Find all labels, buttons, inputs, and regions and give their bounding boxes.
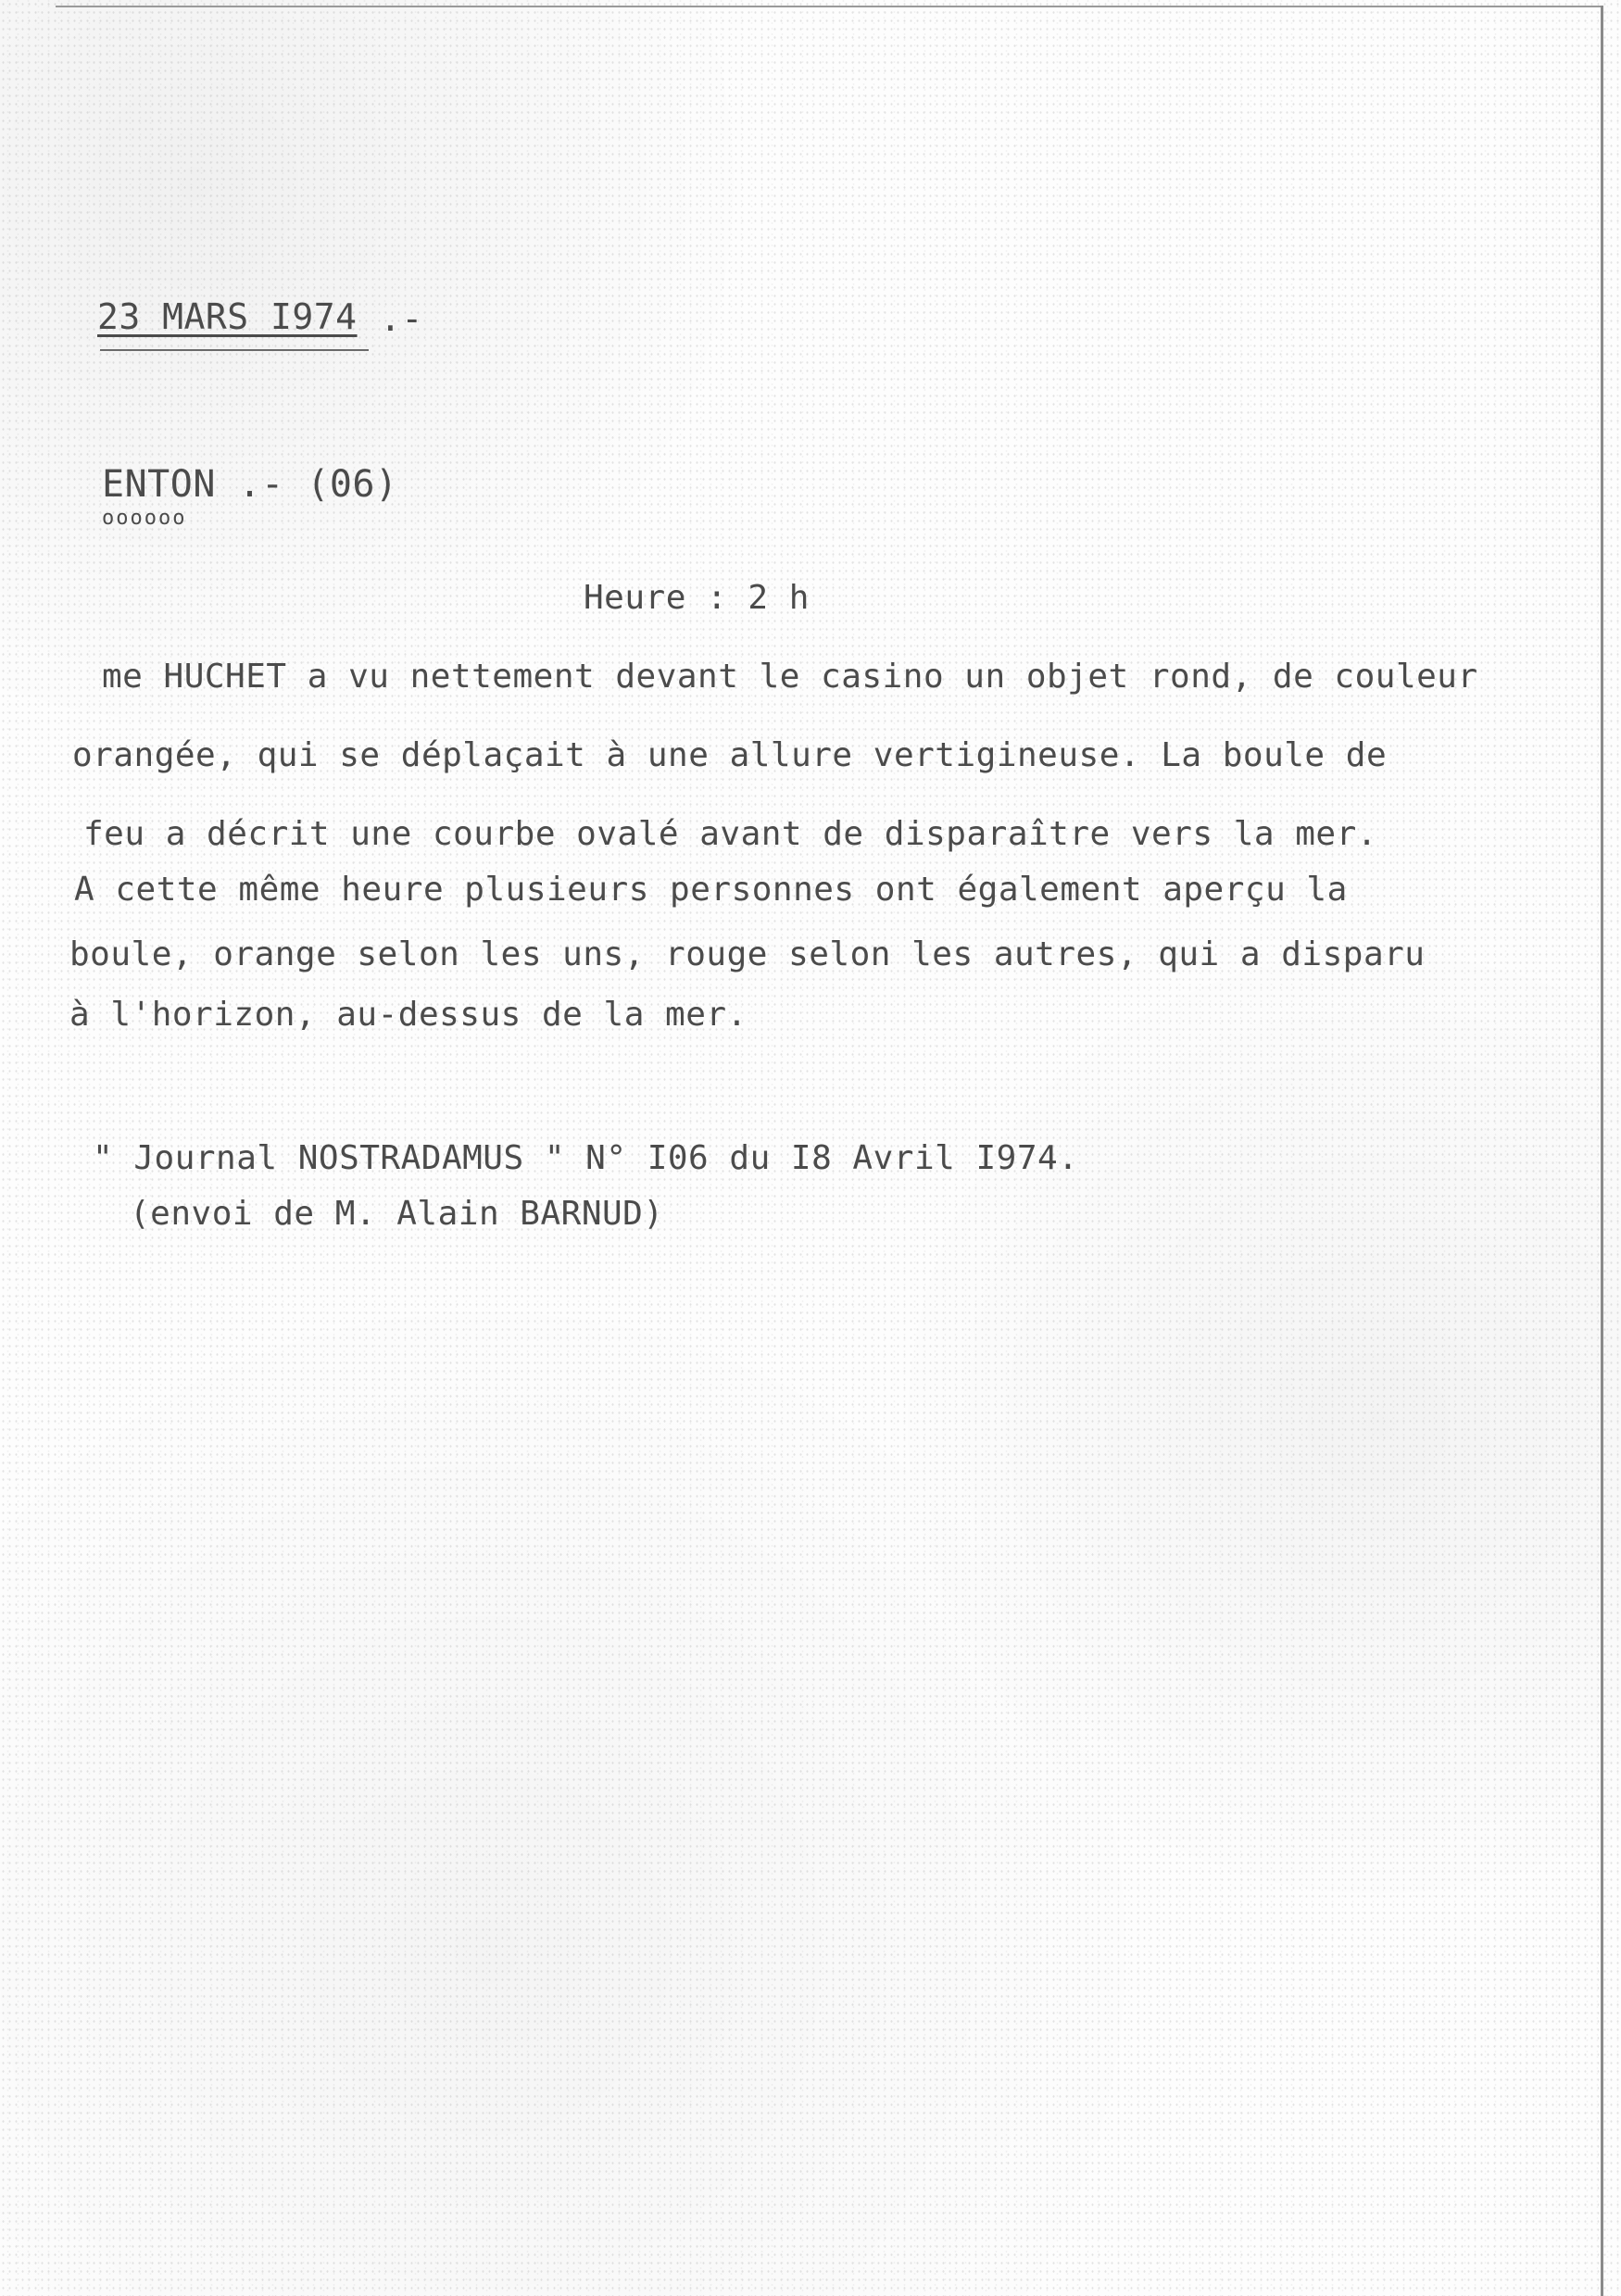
sender-credit: (envoi de M. Alain BARNUD) <box>130 1195 664 1233</box>
page-edge-right <box>1601 6 1603 2296</box>
report-date: 23 MARS I974 <box>97 296 358 337</box>
body-line-4: A cette même heure plusieurs personnes ont également aperçu la <box>74 871 1348 909</box>
page-edge-top <box>56 6 1602 7</box>
body-line-2: orangée, qui se déplaçait à une allure vertigineuse. La boule de <box>72 736 1388 774</box>
report-date-suffix: .- <box>380 298 423 339</box>
source-citation: " Journal NOSTRADAMUS " N° I06 du I8 Avril I974. <box>93 1139 1079 1177</box>
body-line-5: boule, orange selon les uns, rouge selon les autres, qui a disparu <box>69 935 1426 973</box>
location-heading: ENTON .- (06) <box>102 463 398 506</box>
date-double-underline <box>100 349 369 351</box>
time-heading: Heure : 2 h <box>584 579 810 617</box>
location-underline-dots: oooooo <box>102 507 187 530</box>
body-line-1: me HUCHET a vu nettement devant le casino un objet rond, de couleur <box>102 658 1478 696</box>
body-line-6: à l'horizon, au-dessus de la mer. <box>69 996 748 1034</box>
body-line-3: feu a décrit une courbe ovalé avant de disparaître vers la mer. <box>83 815 1377 853</box>
